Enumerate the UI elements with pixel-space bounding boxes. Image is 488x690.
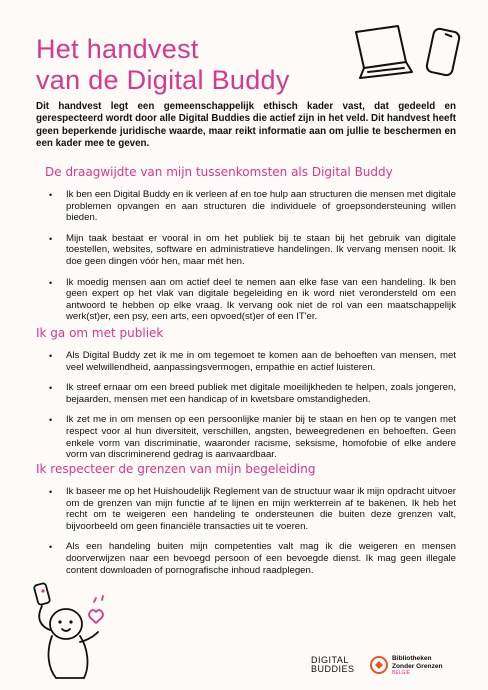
bzg-logo-icon <box>370 656 388 674</box>
list-item-text: Als Digital Buddy zet ik me in om tegemoet te komen aan de behoeften van mensen, met veel welwillendheid, aanpassingsvermogen, empathie en actief luisteren. <box>66 350 456 373</box>
laptop-icon <box>356 26 412 78</box>
list-item <box>36 486 456 532</box>
list-item <box>36 350 456 373</box>
phone-icon <box>426 28 461 76</box>
list-item-text: Mijn taak bestaat er vooral in om het publiek bij te staan bij het gebruik van digitale toestellen, websites, software en administratieve handelingen. Ik vervang mensen nooit. Ik doe geen dingen vóór hen, maar mét hen. <box>66 232 456 267</box>
list-item <box>36 414 456 460</box>
list-item-text: Ik streef ernaar om een breed publiek met digitale moeilijkheden te helpen, zoals jongeren, bejaarden, mensen met een handicap of in kwetsbare omstandigheden. <box>66 382 456 405</box>
bullet: • <box>49 542 53 553</box>
list-item-text: Ik zet me in om mensen op een persoonlijke manier bij te staan en hen op te vangen met respect voor al hun diversiteit, verschillen, angsten, beweegredenen en behoeften. Geen enkele vorm van discriminatie, waaronder racisme, seksisme, homofobie of elke andere vorm van discriminerend gedrag is aanvaardbaar. <box>66 414 456 461</box>
bullet: • <box>49 190 53 200</box>
section-limits <box>36 462 456 585</box>
list-item-text: Ik moedig mensen aan om actief deel te nemen aan elke fase van een handeling. Ik ben geen expert op het vlak van digitale begeleiding en ik word niet verondersteld om een antwoord te hebben op elke vraag. Ik vervang ook niet de rol van een maatschappelijk werk(st)er, een psy, een arts, een opvoed(st)er of een IT'er. <box>66 276 456 323</box>
title-line-2: van de Digital Buddy <box>36 65 290 95</box>
title-line-1: Het handvest <box>36 34 199 64</box>
list-item <box>36 382 456 405</box>
bullet: • <box>49 383 53 394</box>
bzg-logo <box>370 652 470 682</box>
digital-buddies-logo <box>311 656 361 674</box>
logo-text-line-1: DIGITAL <box>311 655 349 665</box>
mascot-phone-icon <box>34 583 51 605</box>
bzg-logo-text <box>392 655 443 678</box>
list-item <box>36 541 456 576</box>
bzg-line-3: BELGIË <box>392 670 411 677</box>
devices-illustration <box>350 22 470 92</box>
list-item <box>36 277 456 323</box>
section-title: Ik respecteer de grenzen van mijn begeleiding <box>36 462 316 476</box>
section-list <box>36 189 456 323</box>
section-public <box>36 326 456 470</box>
page-title <box>36 34 290 96</box>
list-item <box>36 233 456 268</box>
bullet: • <box>49 351 53 361</box>
bullet: • <box>49 233 53 244</box>
bzg-line-1: Bibliotheken <box>392 655 432 662</box>
bullet: • <box>49 277 53 288</box>
list-item-text: Als een handeling buiten mijn competenties valt mag ik die weigeren en mensen doorverwijzen naar een bevoegd persoon of een bevoegde dienst. Ik mag geen illegale content downloaden of pornografische inhoud raadplegen. <box>66 541 456 576</box>
intro-paragraph: Dit handvest legt een gemeenschappelijk ethisch kader vast, dat gedeeld en gerespecteerd wordt door alle Digital Buddies die actief zijn in het veld. Dit handvest heeft geen beperkende juridische waarde, maar reikt informatie aan om jullie te beschermen en een kader mee te geven. <box>36 101 456 150</box>
list-item-text: Ik ben een Digital Buddy en ik verleen af en toe hulp aan structuren die mensen met digitale problemen opvangen en aan structuren die individuele of groepsondersteuning willen bieden. <box>66 189 456 224</box>
bzg-line-2: Zonder Grenzen <box>392 662 443 670</box>
section-title: De draagwijdte van mijn tussenkomsten als Digital Buddy <box>45 165 393 179</box>
list-item <box>36 189 456 224</box>
section-scope <box>36 165 456 332</box>
section-list <box>36 350 456 461</box>
logo-text-line-2: BUDDIES <box>311 664 355 674</box>
mascot-illustration <box>22 582 112 682</box>
section-title: Ik ga om met publiek <box>36 326 164 340</box>
bullet: • <box>49 487 53 497</box>
section-list <box>36 486 456 576</box>
bullet: • <box>49 415 53 426</box>
list-item-text: Ik baseer me op het Huishoudelijk Reglement van de structuur waar ik mijn opdracht uitvoer om de grenzen van mijn functie af te lijnen en mijn werkterrein af te bakenen. Ik heb het recht om te weigeren een handeling te ondersteunen die buiten deze grenzen valt, bijvoorbeeld om geen financiële transacties uit te voeren. <box>66 486 456 532</box>
